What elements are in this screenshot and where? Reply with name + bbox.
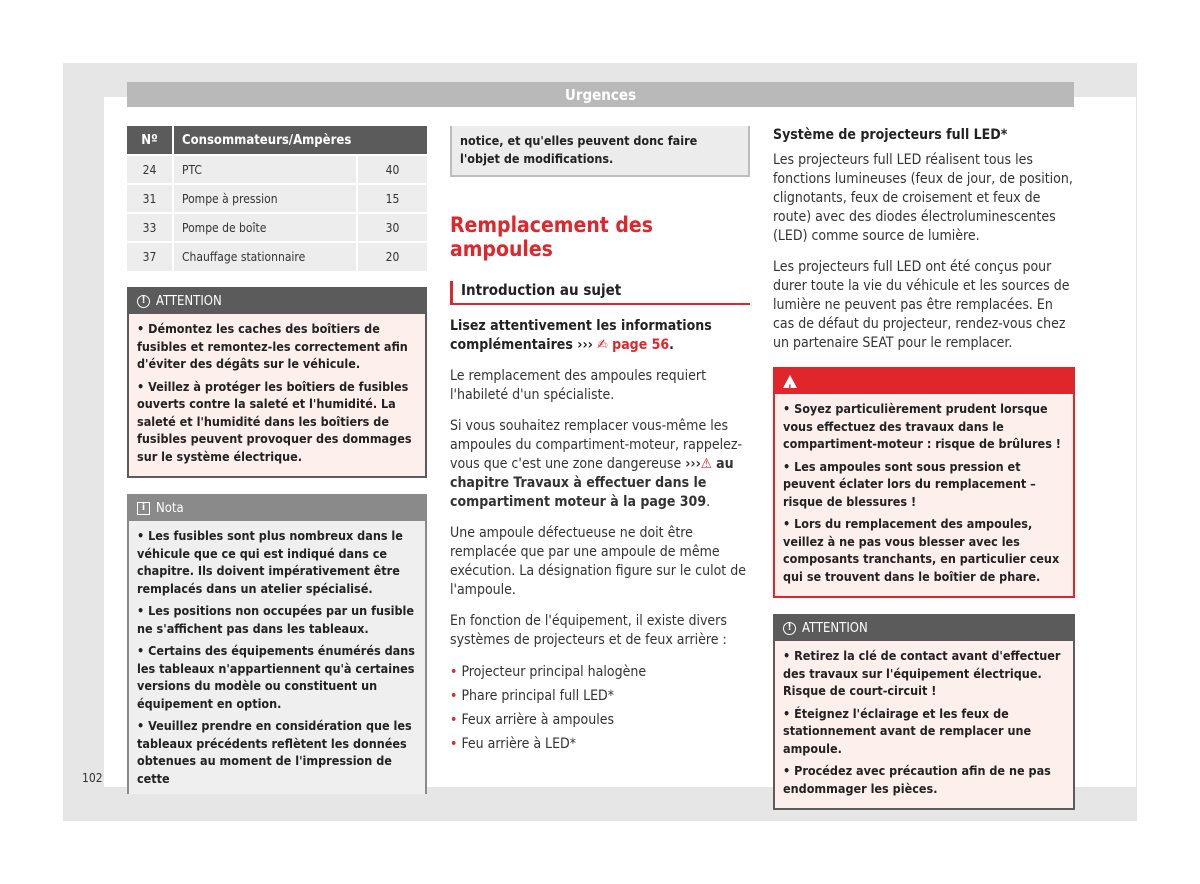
fuse-consumer: Pompe de boîte	[173, 213, 357, 242]
note-item: • Les fusibles sont plus nombreux dans le véhicule que ce qui est indiqué dans ce chapitre. Ils doivent impérativement être remplacés dans un atelier spécialisé.	[137, 528, 403, 596]
page-number: 102	[82, 771, 103, 785]
warning-triangle-icon	[783, 375, 797, 388]
fuse-number: 31	[127, 184, 173, 213]
chapter-header: Urgences	[127, 82, 1074, 107]
attention-item: • Éteignez l'éclairage et les feux de stationnement avant de remplacer une ampoule.	[783, 705, 1032, 756]
note-title: Nota	[156, 501, 184, 516]
note-body	[129, 521, 425, 794]
attention-header	[775, 616, 1073, 641]
section-title: Remplacement des ampoules	[450, 213, 653, 261]
warning-box	[773, 367, 1075, 598]
column-middle	[450, 126, 750, 756]
fuse-number: 37	[127, 242, 173, 271]
attention-box-bulbs	[773, 614, 1075, 810]
attention-body	[775, 641, 1073, 808]
list-item: • Projecteur principal halogène	[450, 660, 750, 684]
attention-header	[129, 289, 425, 314]
fuse-consumer: PTC	[173, 155, 357, 184]
paragraph: En fonction de l'équipement, il existe divers systèmes de projecteurs et de feux arrière :	[450, 613, 727, 648]
paragraph-text: Si vous souhaitez remplacer vous-même les ampoules du compartiment-moteur, rappelez-vous que c'est une zone dangereuse	[450, 418, 743, 472]
warning-item: • Les ampoules sont sous pression et peuvent éclater lors du remplacement – risque de blessures !	[783, 458, 1036, 509]
note-item: • Veuillez prendre en considération que les tableaux précédents reflètent les données obtenues au moment de l'impression de cette	[137, 718, 412, 786]
attention-icon: !	[137, 295, 150, 308]
column-right	[773, 126, 1075, 810]
fuse-consumer: Pompe à pression	[173, 184, 357, 213]
section-body	[450, 367, 750, 650]
list-item: • Feu arrière à LED*	[450, 732, 750, 756]
lead-text: Lisez attentivement les informations complémentaires	[450, 318, 712, 353]
chapter-link[interactable]: au chapitre Travaux à effectuer dans le compartiment moteur à la page 309	[450, 456, 734, 510]
warning-item: • Lors du remplacement des ampoules, veillez à ne pas vous blesser avec les composants tranchants, en particulier ceux qui se trouvent dans le boîtier de phare.	[783, 516, 1060, 584]
table-row	[127, 155, 427, 184]
attention-title: ATTENTION	[802, 621, 868, 636]
note-header	[129, 496, 425, 521]
book-ref-icon: ✍	[597, 337, 608, 353]
header-consumer: Consommateurs/Ampères	[173, 126, 427, 155]
chevron-ref-icon: ›››	[685, 456, 701, 472]
fuse-amps: 40	[357, 155, 427, 184]
fuse-consumer: Chauffage stationnaire	[173, 242, 357, 271]
lead-paragraph: Lisez attentivement les informations complémentaires ››› ✍ page 56.	[450, 318, 712, 353]
warning-body	[775, 394, 1073, 596]
warning-item: • Soyez particulièrement prudent lorsque vous effectuez des travaux dans le compartiment-moteur : risque de brûlures !	[783, 401, 1061, 451]
paragraph-warning-ref: Si vous souhaitez remplacer vous-même les ampoules du compartiment-moteur, rappelez-vous que c'est une zone dangereuse ›››⚠ au chapitre Travaux à effectuer dans le compartiment moteur à la page 309.	[450, 418, 743, 510]
fuse-amps: 20	[357, 242, 427, 271]
paragraph: Une ampoule défectueuse ne doit être remplacée que par une ampoule de même exécution. La désignation figure sur le culot de l'ampoule.	[450, 525, 746, 598]
table-row	[127, 184, 427, 213]
headlight-list	[450, 660, 750, 756]
attention-item: • Retirez la clé de contact avant d'effectuer des travaux sur l'équipement électrique. Risque de court-circuit !	[783, 648, 1061, 698]
attention-title: ATTENTION	[156, 294, 222, 309]
table-row	[127, 213, 427, 242]
info-icon: i	[137, 502, 150, 515]
note-item: • Certains des équipements énumérés dans les tableaux n'appartiennent qu'à certaines versions du modèle ou constituent un équipement en option.	[137, 643, 415, 711]
paragraph: Le remplacement des ampoules requiert l'habileté d'un spécialiste.	[450, 368, 707, 403]
attention-body	[129, 314, 425, 476]
warning-title: AVERTISSEMENT	[803, 374, 899, 389]
fuse-number: 24	[127, 155, 173, 184]
list-item: • Phare principal full LED*	[450, 684, 750, 708]
section-subtitle: Introduction au sujet	[450, 281, 750, 305]
paragraph: Les projecteurs full LED ont été conçus pour durer toute la vie du véhicule et les sources de lumière ne peuvent pas être remplacées. En cas de défaut du projecteur, rendez-vous chez un partenaire SEAT pour le remplacer.	[773, 259, 1070, 351]
led-heading: Système de projecteurs full LED*	[773, 127, 1008, 143]
fuse-number: 33	[127, 213, 173, 242]
fuse-table-header	[127, 126, 427, 155]
page-link[interactable]: page 56	[612, 337, 670, 353]
warning-triangle-icon: ⚠	[700, 456, 713, 472]
header-number: Nº	[127, 126, 173, 155]
note-continuation: notice, et qu'elles peuvent donc faire l'objet de modifications.	[450, 126, 750, 177]
fuse-amps: 15	[357, 184, 427, 213]
led-body	[773, 151, 1075, 353]
table-row	[127, 242, 427, 271]
attention-item: • Procédez avec précaution afin de ne pas endommager les pièces.	[783, 763, 1051, 796]
chevron-ref-icon: ›››	[577, 337, 593, 353]
note-item: • Les positions non occupées par un fusible ne s'affichent pas dans les tableaux.	[137, 603, 415, 636]
attention-item: • Démontez les caches des boîtiers de fusibles et remontez-les correctement afin d'éviter des dégâts sur le véhicule.	[137, 321, 408, 371]
attention-icon: !	[783, 622, 796, 635]
list-item: • Feux arrière à ampoules	[450, 708, 750, 732]
warning-header	[775, 369, 1073, 394]
attention-box-fuses	[127, 287, 427, 478]
attention-item: • Veillez à protéger les boîtiers de fusibles ouverts contre la saleté et l'humidité. La saleté et l'humidité dans les boîtiers de fusibles peuvent provoquer des dommages sur le système électrique.	[137, 378, 412, 464]
fuse-table	[127, 126, 427, 271]
note-box	[127, 494, 427, 794]
column-left	[127, 126, 427, 794]
fuse-amps: 30	[357, 213, 427, 242]
paragraph: Les projecteurs full LED réalisent tous les fonctions lumineuses (feux de jour, de position, clignotants, feux de croisement et feux de route) avec des diodes électroluminescentes (LED) comme source de lumière.	[773, 152, 1073, 244]
